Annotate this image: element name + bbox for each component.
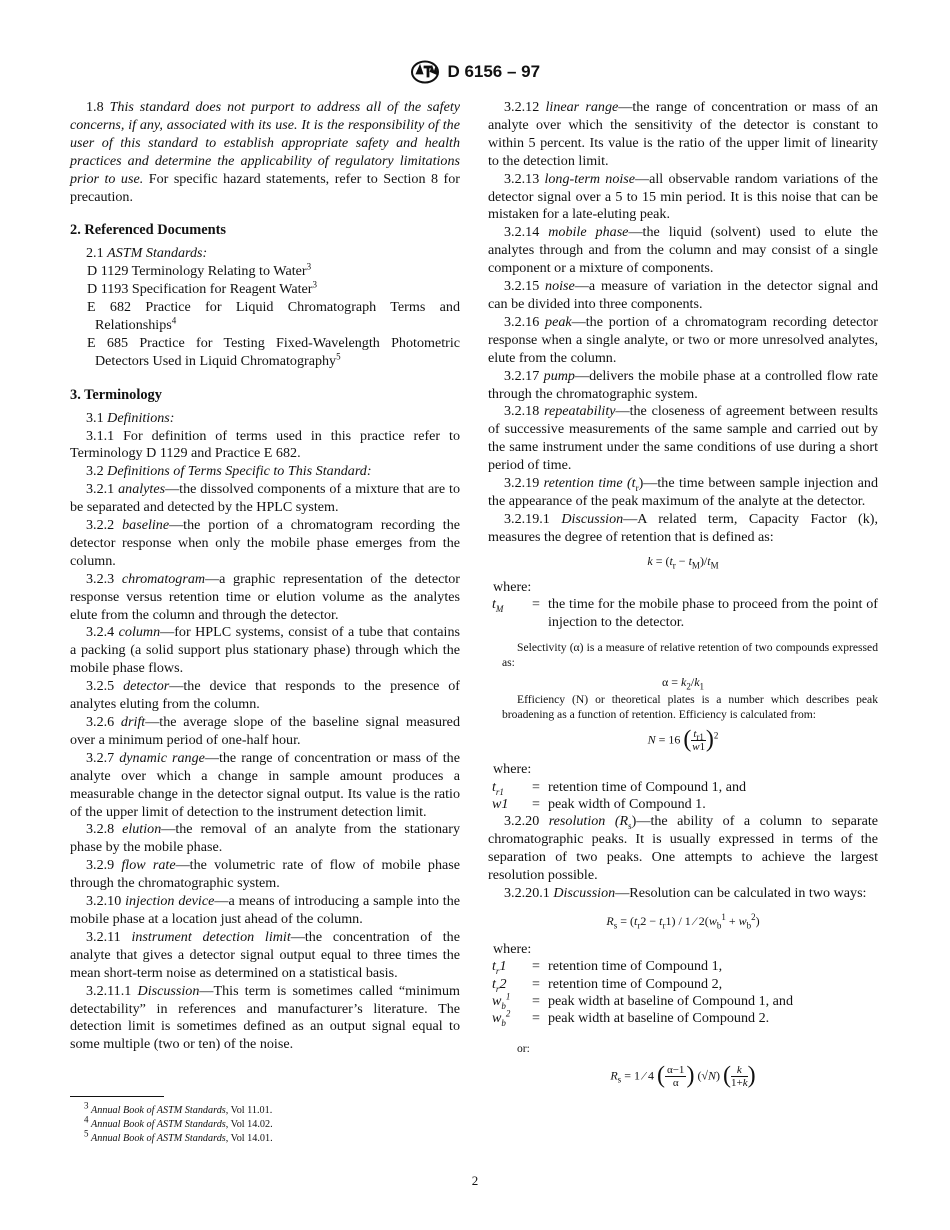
selectivity-text: Selectivity (α) is a measure of relative retention of two compounds expressed as: [502, 640, 878, 669]
definition-item: 3.2.3 chromatogram—a graphic representation of the detector response versus retention time or elution volume as the analytes elute from the column and through the detector. [70, 570, 460, 623]
left-column [70, 99, 460, 1054]
where-label: where: [493, 940, 532, 957]
page-header [0, 60, 950, 84]
definition-item: 3.2.14 mobile phase—the liquid (solvent) used to elute the analytes through and from the column and may consist of a single component or a mixture of components. [488, 224, 878, 277]
footnote-divider [70, 1096, 164, 1097]
section-2-1: 2.1 ASTM Standards: [86, 245, 208, 262]
variable-row: $t_r2$ = retention time of Compound 2, [492, 975, 723, 994]
definition-item: 3.2.1 analytes—the dissolved components of a mixture that are to be separated and detected by the HPLC system. [70, 481, 461, 516]
definition-item: 3.2.8 elution—the removal of an analyte from the stationary phase by the mobile phase. [70, 821, 460, 856]
discussion-resolution: 3.2.20.1 Discussion—Resolution can be calculated in two ways: [504, 884, 867, 901]
reference-list [70, 263, 460, 370]
definition-item: 3.2.4 column—for HPLC systems, consist of a tube that contains a packing (a solid support plus stationary phase) through which the mobile phase flows. [70, 624, 460, 677]
variable-row: $t_M$ = the time for the mobile phase to proceed from the point of injection to the detector. [492, 596, 878, 630]
variable-row: $w_b^1$ = peak width at baseline of Compound 1, and [492, 991, 794, 1011]
page-number: 2 [471, 1173, 479, 1188]
footnote: $^5$ Annual Book of ASTM Standards, Vol 14.01. [84, 1128, 273, 1144]
reference-item: D 1193 Specification for Reagent Water$^3$ [87, 279, 317, 298]
definition-item: 3.2.9 flow rate—the volumetric rate of flow of mobile phase through the chromatographic system. [70, 857, 460, 892]
where-label: where: [493, 578, 532, 595]
section-3-1-1: 3.1.1 For definition of terms used in this practice refer to Terminology D 1129 and Practice E 682. [70, 427, 460, 462]
definition-item: 3.2.7 dynamic range—the range of concentration or mass of the analyte over which a change in sample amount produces a measurable change in the detector signal output. Its value is the ratio of the upper limit of detection to the instrument detection limit. [70, 749, 460, 820]
definition-item: 3.2.13 long-term noise—all observable random variations of the detector signal over a 5 to 15 min period. It is this noise that can be mistaken for a late-eluting peak. [488, 170, 878, 223]
equation-capacity-factor: $k = (t_r - t_M)/t_M$ [647, 553, 719, 571]
reference-item: E 685 Practice for Testing Fixed-Wavelength Photometric Detectors Used in Liquid Chromatography$^5$ [87, 334, 460, 369]
equation-resolution-2: $R_s = 1$ ⁄ 4 ( $\frac{\alpha-1}{\alpha}$ ) (√N) ( $\frac{k}{1+k}$ ) [610, 1062, 756, 1090]
heading-referenced-documents: 2. Referenced Documents [70, 222, 226, 239]
definition-item: 3.2.2 baseline—the portion of a chromatogram recording the detector response when only the mobile phase emerges from the column. [70, 517, 460, 569]
definition-item: 3.2.11.1 Discussion—This term is sometimes called “minimum detectability” in references and manufacturer’s literature. The detection limit is sometimes defined as an output signal equal to some multiple (two or ten) of the noise. [70, 982, 460, 1053]
designation: D 6156 – 97 [447, 62, 541, 82]
variable-table [492, 596, 878, 630]
definition-item: 3.2.18 repeatability—the closeness of agreement between results of successive measurements of the same sample and carried out by the same instrument under the same conditions of use during a short period of time. [488, 403, 878, 474]
definition-item: 3.2.15 noise—a measure of variation in the detector signal and can be divided into three components. [488, 278, 878, 312]
variable-row: $t_{r1}$ = retention time of Compound 1, and [492, 778, 747, 797]
equation-selectivity: $\alpha = k_2/k_1$ [661, 674, 705, 692]
where-label: where: [493, 760, 532, 777]
definition-item: 3.2.6 drift—the average slope of the baseline signal measured over a minimum period of one-half hour. [70, 714, 460, 748]
variable-row: $w_b^2$ = peak width at baseline of Compound 2. [492, 1008, 770, 1028]
efficiency-text: Efficiency (N) or theoretical plates is a number which describes peak broadening as a function of retention. Efficiency is calculated from: [502, 692, 878, 721]
heading-terminology: 3. Terminology [70, 386, 162, 403]
definition-item: 3.2.10 injection device—a means of introducing a sample into the mobile phase at a location just ahead of the column. [70, 893, 460, 927]
section-1-8: 1.8 This standard does not purport to address all of the safety concerns, if any, associated with its use. It is the responsibility of the user of this standard to establish appropriate safety and health practices and determine the applicability of regulatory limitations prior to use. For specific hazard statements, refer to Section 8 for precaution. [70, 99, 460, 205]
definition-item: 3.2.11 instrument detection limit—the concentration of the analyte that gives a detector signal output equal to three times the mean short-term noise as determined on a statistical basis. [70, 928, 460, 981]
variable-table [492, 958, 878, 1027]
footnote: $^4$ Annual Book of ASTM Standards, Vol 14.02. [84, 1114, 273, 1130]
equation-efficiency: N = 16 ( $\frac{t_{r1}}{w1}$ )$^2$ [647, 726, 719, 753]
reference-item: E 682 Practice for Liquid Chromatograph Terms and Relationships$^4$ [87, 299, 460, 333]
section-3-1: 3.1 Definitions: [86, 409, 175, 426]
variable-row: $t_r1$ = retention time of Compound 1, [492, 958, 723, 977]
variable-row: w1 = peak width of Compound 1. [492, 795, 706, 812]
or-label: or: [517, 1042, 530, 1056]
definition-resolution: 3.2.20 resolution $(R_s)—the$ ability of a column to separate chromatographic peaks. It is usually expressed in terms of the separation of two peaks. One attempts to achieve the largest resolution possible. [488, 813, 878, 883]
section-3-2: 3.2 Definitions of Terms Specific to This Standard: [86, 463, 372, 480]
right-column [488, 99, 878, 1089]
definition-item: 3.2.12 linear range—the range of concentration or mass of an analyte over which the sensitivity of the detector is constant to within 5 percent. Its value is the ratio of the upper limit of linearity to the detection limit. [488, 99, 878, 169]
discussion-capacity-factor: 3.2.19.1 Discussion—A related term, Capacity Factor (k), measures the degree of retention that is defined as: [488, 510, 879, 545]
variable-table [492, 779, 878, 813]
reference-item: D 1129 Terminology Relating to Water$^3$ [87, 261, 312, 280]
astm-logo-icon [410, 60, 440, 84]
footnote: $^3$ Annual Book of ASTM Standards, Vol 11.01. [84, 1100, 273, 1116]
definition-item: 3.2.5 detector—the device that responds to the presence of analytes eluting from the column. [70, 678, 460, 713]
definition-item: 3.2.17 pump—delivers the mobile phase at a controlled flow rate through the chromatographic system. [488, 367, 878, 402]
equation-resolution-1: $R_s = (t_r2 - t_r1) / 1$ ⁄ $2(w_b^1 + w_b^2)$ [606, 911, 760, 931]
definition-item: 3.2.16 peak—the portion of a chromatogram recording detector response when a single analyte, or two or more unresolved analytes, elute from the column. [488, 313, 878, 366]
definition-retention-time: 3.2.19 retention time $(t_r)—the$ time between sample injection and the appearance of the peak maximum of the analyte at the detector. [488, 475, 878, 509]
